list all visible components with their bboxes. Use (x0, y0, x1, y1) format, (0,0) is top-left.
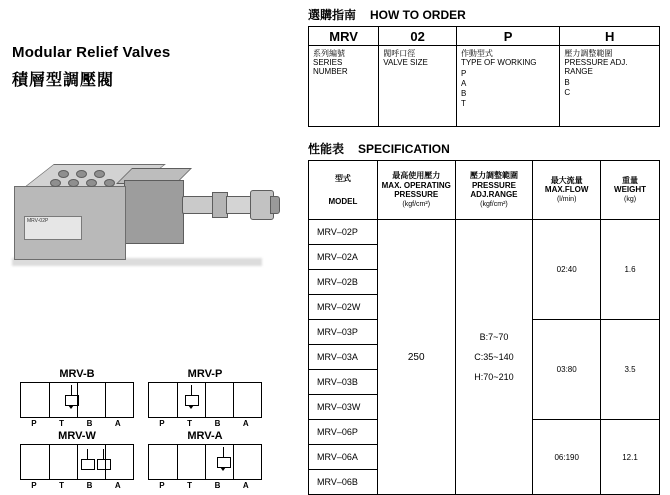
symbol-label: MRV-P (187, 368, 223, 380)
col-header-max-flow: 最大流量 MAX.FLOW (l/min) (533, 161, 601, 220)
how-to-order-heading: 選購指南 HOW TO ORDER (308, 8, 466, 22)
pressure-adj-range-cell: B:7~70 C:35~140 H:70~210 (455, 220, 533, 495)
max-operating-pressure-cell: 250 (377, 220, 455, 495)
valve-cap-tip (270, 196, 280, 214)
table-header-row (309, 161, 660, 220)
model-cell: MRV–06A (309, 445, 378, 470)
order-desc-cell: 閥呼口徑 VALVE SIZE (379, 46, 457, 127)
symbol-mrv-p (148, 368, 262, 428)
port-hole-icon (50, 179, 61, 187)
order-desc-cell: 系列編號 SERIES NUMBER (309, 46, 379, 127)
order-options: P A B T (460, 69, 467, 108)
model-cell: MRV–02B (309, 270, 378, 295)
symbol-box (20, 382, 134, 418)
product-photo (6, 150, 296, 290)
symbol-ports: P T B A (159, 419, 249, 428)
symbol-box (148, 382, 262, 418)
symbol-mrv-w (20, 430, 134, 490)
order-code-cell: MRV (309, 27, 379, 46)
port-hole-icon (86, 179, 97, 187)
product-title-en: Modular Relief Valves (12, 44, 171, 61)
product-title-zh: 積層型調壓閥 (12, 72, 115, 89)
port-hole-icon (104, 179, 115, 187)
symbol-ports: P T B A (31, 419, 121, 428)
model-cell: MRV–06P (309, 420, 378, 445)
model-cell: MRV–03W (309, 395, 378, 420)
weight-cell: 12.1 (601, 420, 660, 495)
symbol-ports: P T B A (31, 481, 121, 490)
valve-stem-3 (226, 196, 252, 214)
model-cell: MRV–02A (309, 245, 378, 270)
symbol-label: MRV-B (59, 368, 95, 380)
model-cell: MRV–02W (309, 295, 378, 320)
left-column (0, 0, 300, 495)
relief-symbol (97, 459, 111, 470)
model-cell: MRV–03A (309, 345, 378, 370)
order-code-cell: H (560, 27, 660, 46)
valve-nameplate: MRV-02P (24, 216, 82, 240)
col-header-max-operating-pressure: 最高使用壓力 MAX. OPERATING PRESSURE (kgf/cm²) (377, 161, 455, 220)
order-desc-cell: 壓力調整範圍 PRESSURE ADJ. RANGE B C (560, 46, 660, 127)
model-cell: MRV–02P (309, 220, 378, 245)
order-code-cell: 02 (379, 27, 457, 46)
valve-right-block (124, 180, 184, 244)
right-column (300, 0, 670, 495)
symbol-mrv-a (148, 430, 262, 490)
page-title (12, 44, 292, 90)
symbol-ports: P T B A (159, 481, 249, 490)
table-row (309, 46, 660, 127)
specification-section (308, 160, 660, 495)
order-desc-cell: 作動型式 TYPE OF WORKING P A B T (456, 46, 559, 127)
port-hole-icon (76, 170, 87, 178)
relief-symbol (81, 459, 95, 470)
max-flow-cell: 06:190 (533, 420, 601, 495)
model-cell: MRV–03B (309, 370, 378, 395)
port-hole-icon (68, 179, 79, 187)
order-code-cell: P (456, 27, 559, 46)
symbol-label: MRV-W (58, 430, 96, 442)
max-flow-cell: 03:80 (533, 320, 601, 420)
model-cell: MRV–06B (309, 470, 378, 495)
symbol-diagrams (20, 368, 290, 488)
col-header-weight: 重量 WEIGHT (kg) (601, 161, 660, 220)
max-flow-cell: 02:40 (533, 220, 601, 320)
table-row (309, 27, 660, 46)
valve-stem-1 (182, 196, 214, 214)
how-to-order-table (308, 26, 660, 127)
weight-cell: 1.6 (601, 220, 660, 320)
specification-heading: 性能表 SPECIFICATION (308, 142, 450, 156)
model-cell: MRV–03P (309, 320, 378, 345)
symbol-label: MRV-A (187, 430, 223, 442)
specification-table (308, 160, 660, 495)
col-header-pressure-adj-range: 壓力調整範圍 PRESSURE ADJ.RANGE (kgf/cm²) (455, 161, 533, 220)
port-hole-icon (94, 170, 105, 178)
order-options: B C (564, 78, 571, 97)
symbol-box (148, 444, 262, 480)
weight-cell: 3.5 (601, 320, 660, 420)
col-header-model: 型式 MODEL (309, 161, 378, 220)
symbol-box (20, 444, 134, 480)
port-hole-icon (58, 170, 69, 178)
table-row (309, 220, 660, 245)
symbol-mrv-b (20, 368, 134, 428)
